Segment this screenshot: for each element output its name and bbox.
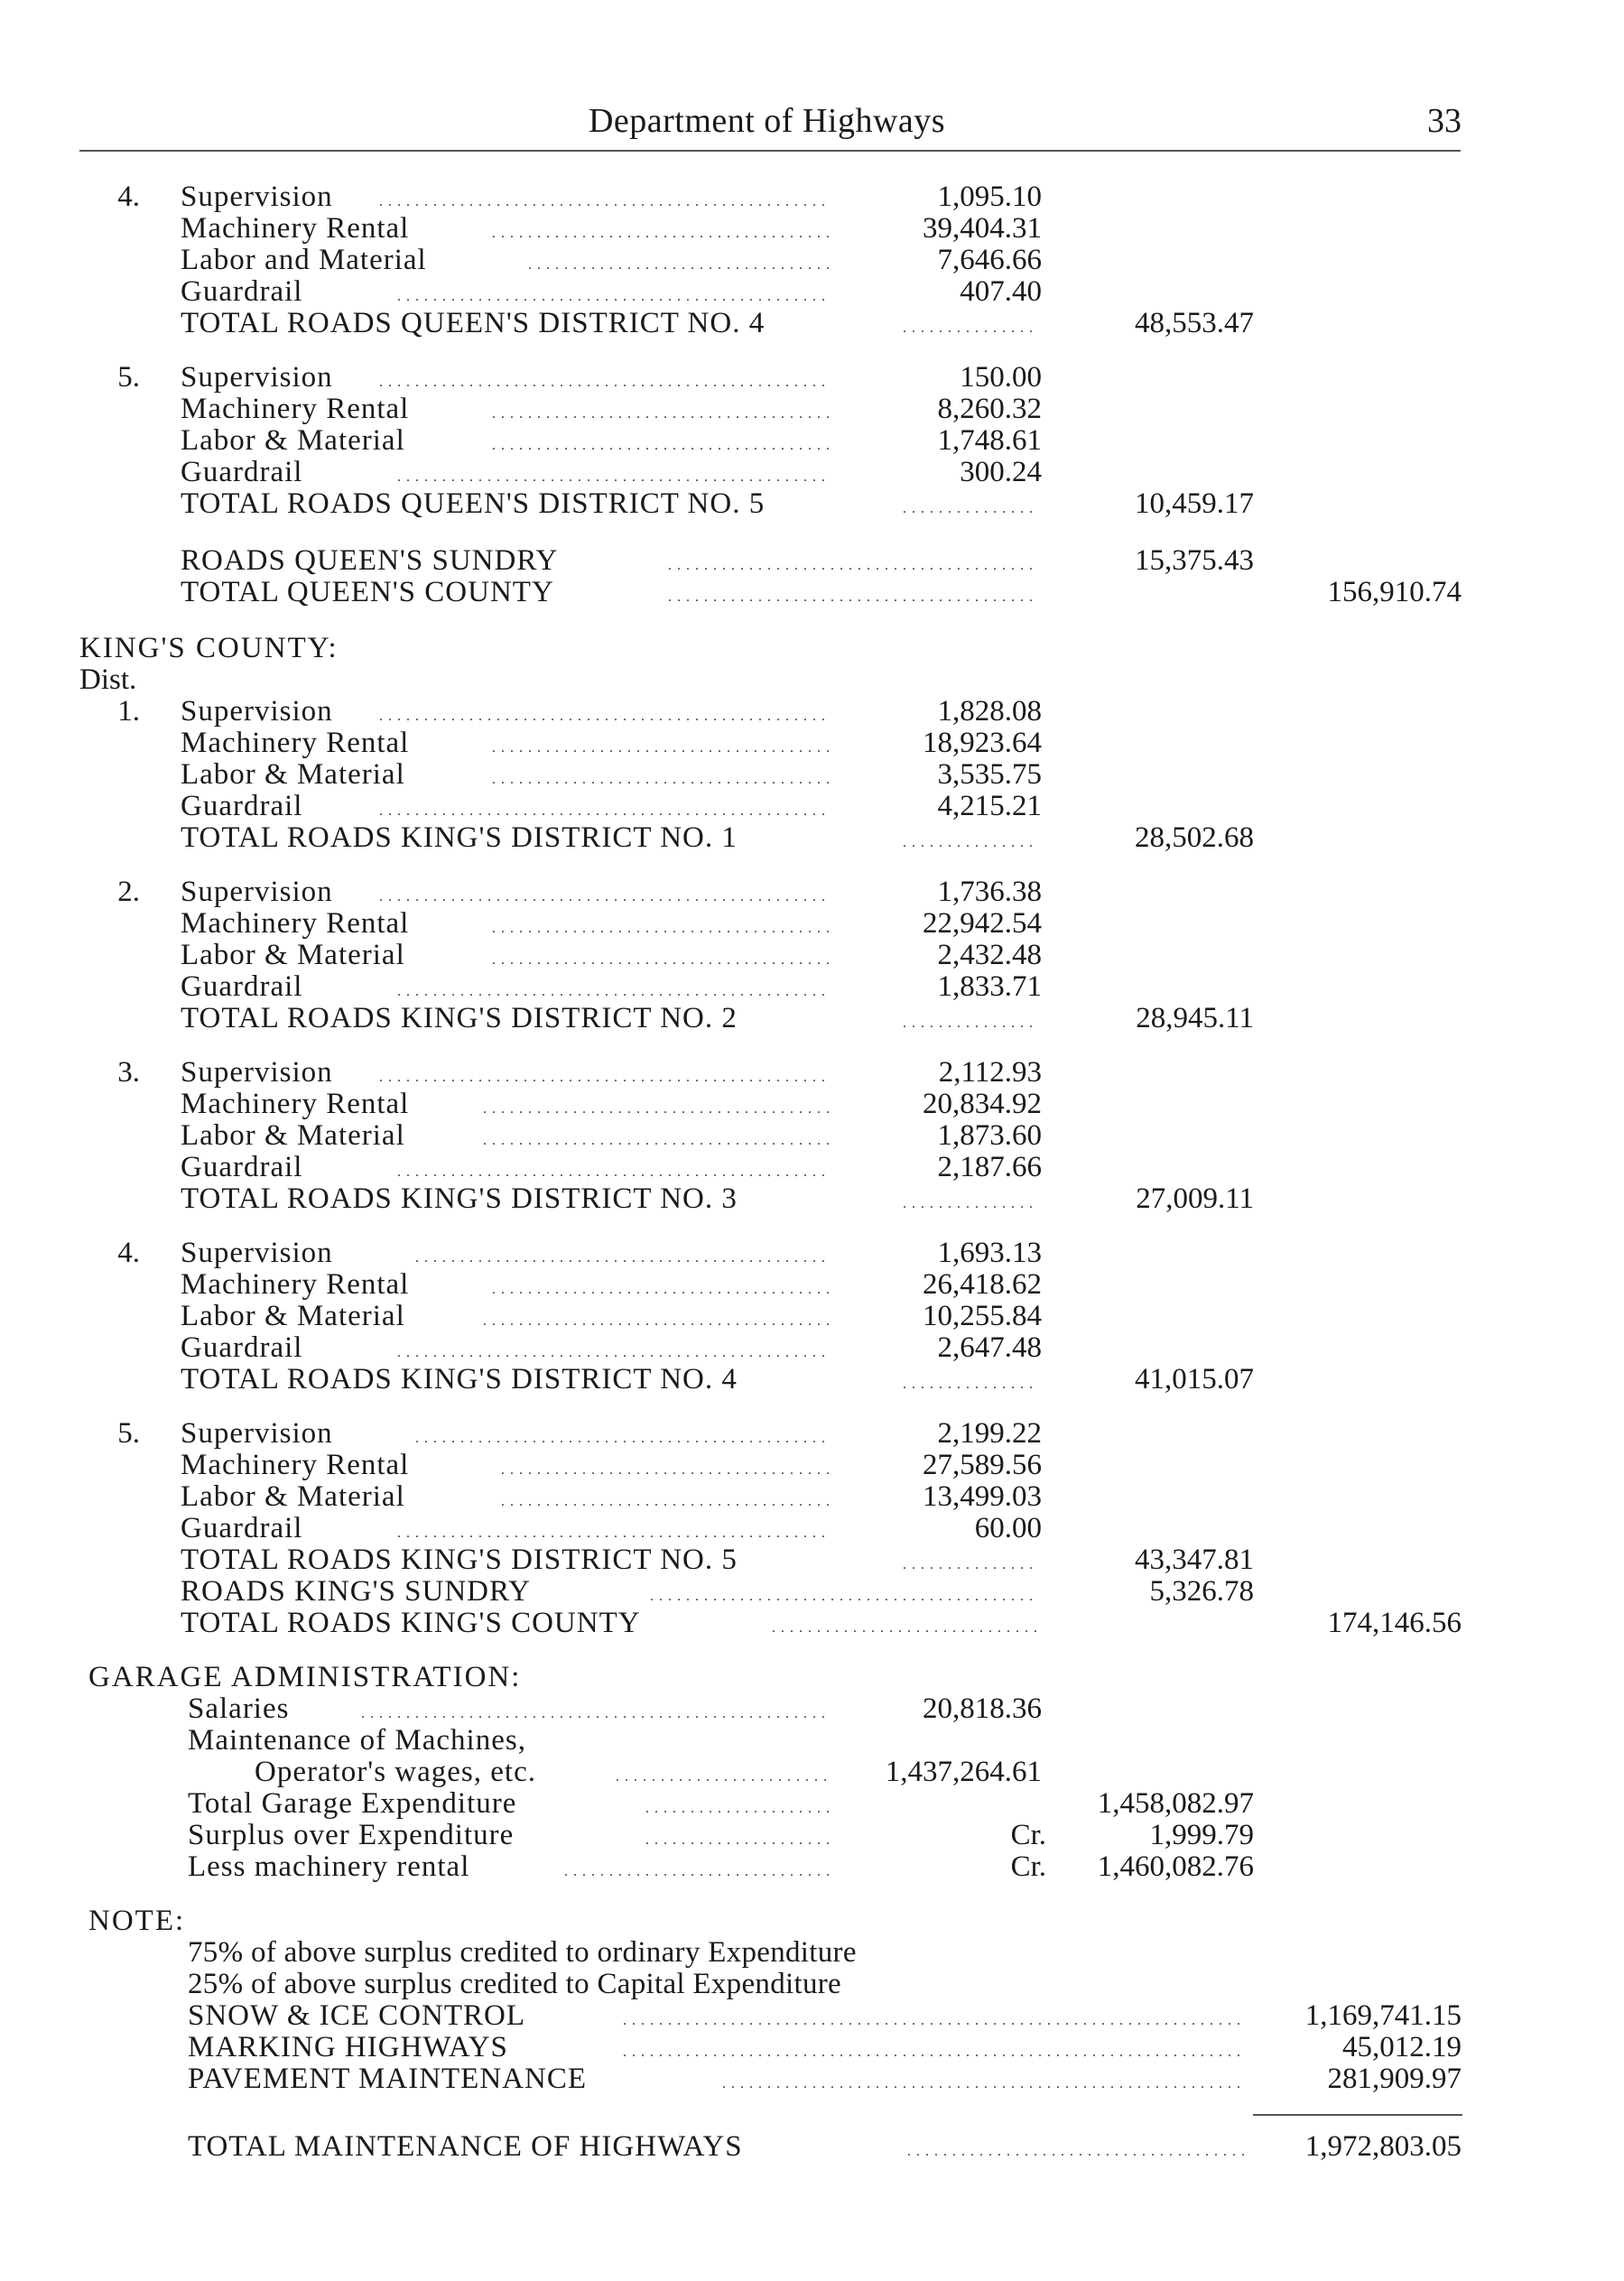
total-amount: 48,553.47 (1135, 307, 1254, 339)
ledger-row (0, 2063, 1624, 2095)
ledger-row (0, 212, 1624, 245)
note-line (0, 1936, 1624, 1969)
item-amount: 2,187.66 (937, 1151, 1042, 1183)
dot-leader (722, 2063, 1246, 2100)
item-label: Maintenance of Machines, (188, 1724, 526, 1757)
ledger-row (0, 1724, 1624, 1757)
district-number: 4. (117, 1237, 140, 1269)
ledger-row (0, 1119, 1624, 1152)
item-label: Labor and Material (181, 244, 427, 276)
sundry-row (0, 1575, 1624, 1608)
ledger-row (0, 1417, 1624, 1450)
ledger-row (0, 1480, 1624, 1513)
item-amount: 2,432.48 (937, 939, 1042, 971)
item-amount: 22,942.54 (923, 907, 1042, 940)
item-label: Labor & Material (181, 1300, 405, 1332)
item-amount: 1,999.79 (1149, 1819, 1254, 1851)
item-amount: 1,748.61 (937, 424, 1042, 457)
item-label: Machinery Rental (181, 212, 410, 245)
item-label: Machinery Rental (181, 1088, 410, 1120)
district-number: 5. (117, 1417, 140, 1450)
dist-subheading: Dist. (79, 663, 137, 696)
item-amount: 39,404.31 (923, 212, 1042, 245)
note-heading: NOTE: (88, 1905, 186, 1937)
county-total-row (0, 1607, 1624, 1639)
item-amount: 26,418.62 (923, 1268, 1042, 1301)
item-label: Supervision (181, 876, 333, 908)
item-label: Less machinery rental (188, 1850, 470, 1883)
ledger-row (0, 1999, 1624, 2032)
item-amount: 1,095.10 (937, 181, 1042, 213)
item-label: Labor & Material (181, 1480, 405, 1513)
page-title: Department of Highways (588, 102, 946, 140)
dot-leader (564, 1850, 831, 1888)
ledger-row (0, 1787, 1624, 1820)
total-row (0, 1363, 1624, 1395)
ledger-row (0, 727, 1624, 759)
ledger-row (0, 2031, 1624, 2063)
item-amount: 45,012.19 (1342, 2031, 1462, 2063)
item-amount: 1,693.13 (937, 1237, 1042, 1269)
item-label: Total Garage Expenditure (188, 1787, 517, 1820)
county-total-amount: 174,146.56 (1327, 1607, 1462, 1639)
dot-leader (907, 2130, 1246, 2168)
credit-marker: Cr. (1010, 1819, 1046, 1851)
sundry-label: ROADS KING'S SUNDRY (181, 1575, 532, 1608)
item-label: Supervision (181, 695, 333, 728)
item-amount: 2,112.93 (938, 1056, 1042, 1089)
item-label: Supervision (181, 361, 333, 394)
item-label: MARKING HIGHWAYS (188, 2031, 508, 2063)
item-label: Labor & Material (181, 1119, 405, 1152)
section-heading: GARAGE ADMINISTRATION: (88, 1661, 522, 1693)
ledger-row (0, 876, 1624, 908)
item-label: Labor & Material (181, 939, 405, 971)
item-amount: 20,818.36 (923, 1692, 1042, 1725)
grand-total-label: TOTAL MAINTENANCE OF HIGHWAYS (188, 2130, 743, 2163)
ledger-row (0, 1300, 1624, 1332)
ledger-row (0, 275, 1624, 308)
ledger-row (0, 244, 1624, 276)
page-number: 33 (1427, 102, 1462, 140)
ledger-row (0, 1237, 1624, 1269)
ledger-row (0, 695, 1624, 728)
item-amount: 407.40 (960, 275, 1042, 308)
credit-marker: Cr. (1010, 1850, 1046, 1883)
item-amount: 3,535.75 (937, 758, 1042, 791)
item-label: Labor & Material (181, 424, 405, 457)
ledger-row (0, 1449, 1624, 1481)
total-amount: 27,009.11 (1136, 1182, 1254, 1215)
section-heading-row (0, 632, 1624, 664)
item-label: Guardrail (181, 275, 303, 308)
item-amount: 1,873.60 (937, 1119, 1042, 1152)
ledger-row (0, 1512, 1624, 1544)
total-label: TOTAL ROADS KING'S DISTRICT NO. 3 (181, 1182, 738, 1215)
note-text: 75% of above surplus credited to ordinary Expenditure (188, 1936, 857, 1969)
total-row (0, 1002, 1624, 1034)
total-amount: 43,347.81 (1135, 1544, 1254, 1576)
district-number: 1. (117, 695, 140, 728)
total-row (0, 487, 1624, 520)
item-label: Supervision (181, 1417, 333, 1450)
sundry-label: ROADS QUEEN'S SUNDRY (181, 544, 559, 577)
dot-leader (668, 576, 1038, 614)
item-amount: 7,646.66 (937, 244, 1042, 276)
item-label: Supervision (181, 1056, 333, 1089)
item-amount: 1,460,082.76 (1097, 1850, 1254, 1883)
total-amount: 28,945.11 (1136, 1002, 1254, 1034)
item-label: Operator's wages, etc. (255, 1756, 536, 1788)
total-label: TOTAL ROADS KING'S DISTRICT NO. 1 (181, 821, 738, 854)
ledger-row (0, 1819, 1624, 1851)
dot-leader (772, 1607, 1038, 1645)
ledger-row (0, 361, 1624, 394)
total-row (0, 1544, 1624, 1576)
item-label: Machinery Rental (181, 1449, 410, 1481)
item-label: Machinery Rental (181, 907, 410, 940)
item-amount: 1,458,082.97 (1097, 1787, 1254, 1820)
item-label: Supervision (181, 1237, 333, 1269)
item-amount: 1,437,264.61 (885, 1756, 1042, 1788)
header-rule (79, 150, 1461, 152)
item-amount: 20,834.92 (923, 1088, 1042, 1120)
item-label: Guardrail (181, 1331, 303, 1364)
county-total-label: TOTAL ROADS KING'S COUNTY (181, 1607, 641, 1639)
total-row (0, 821, 1624, 854)
item-label: PAVEMENT MAINTENANCE (188, 2063, 588, 2095)
ledger-row (0, 393, 1624, 425)
grand-total-amount: 1,972,803.05 (1304, 2130, 1462, 2163)
item-label: Machinery Rental (181, 727, 410, 759)
item-label: Supervision (181, 181, 333, 213)
item-label: SNOW & ICE CONTROL (188, 1999, 525, 2032)
ledger-row (0, 758, 1624, 791)
total-label: TOTAL ROADS KING'S DISTRICT NO. 4 (181, 1363, 738, 1395)
item-amount: 2,647.48 (937, 1331, 1042, 1364)
ledger-row (0, 1692, 1624, 1725)
item-label: Salaries (188, 1692, 290, 1725)
ledger-row (0, 424, 1624, 457)
section-heading-row (0, 1661, 1624, 1693)
item-amount: 150.00 (960, 361, 1042, 394)
note-line (0, 1968, 1624, 2000)
item-label: Machinery Rental (181, 393, 410, 425)
sundry-row (0, 544, 1624, 577)
ledger-row (0, 790, 1624, 822)
item-amount: 8,260.32 (937, 393, 1042, 425)
ledger-row (0, 456, 1624, 488)
ledger-row (0, 939, 1624, 971)
item-amount: 60.00 (974, 1512, 1042, 1544)
ledger-row (0, 1756, 1624, 1788)
county-total-row (0, 576, 1624, 608)
item-amount: 4,215.21 (937, 790, 1042, 822)
county-total-label: TOTAL QUEEN'S COUNTY (181, 576, 554, 608)
item-amount: 281,909.97 (1327, 2063, 1462, 2095)
total-row (0, 307, 1624, 339)
district-number: 5. (117, 361, 140, 394)
note-text: 25% of above surplus credited to Capital Expenditure (188, 1968, 841, 2000)
item-label: Guardrail (181, 970, 303, 1003)
total-label: TOTAL ROADS QUEEN'S DISTRICT NO. 5 (181, 487, 766, 520)
district-number: 2. (117, 876, 140, 908)
sundry-amount: 5,326.78 (1149, 1575, 1254, 1608)
dot-leader (903, 307, 1038, 345)
county-total-amount: 156,910.74 (1327, 576, 1462, 608)
subheading-row (0, 663, 1624, 696)
item-label: Machinery Rental (181, 1268, 410, 1301)
district-number: 3. (117, 1056, 140, 1089)
total-label: TOTAL ROADS QUEEN'S DISTRICT NO. 4 (181, 307, 766, 339)
item-amount: 13,499.03 (923, 1480, 1042, 1513)
total-label: TOTAL ROADS KING'S DISTRICT NO. 2 (181, 1002, 738, 1034)
section-heading: KING'S COUNTY: (79, 632, 339, 664)
item-label: Labor & Material (181, 758, 405, 791)
sundry-amount: 15,375.43 (1135, 544, 1254, 577)
total-row (0, 1182, 1624, 1215)
item-amount: 2,199.22 (937, 1417, 1042, 1450)
total-rule (1253, 2114, 1462, 2116)
item-amount: 1,169,741.15 (1304, 1999, 1462, 2032)
total-amount: 28,502.68 (1135, 821, 1254, 854)
item-amount: 27,589.56 (923, 1449, 1042, 1481)
item-label: Guardrail (181, 1512, 303, 1544)
ledger-row (0, 907, 1624, 940)
ledger-row (0, 970, 1624, 1003)
total-amount: 41,015.07 (1135, 1363, 1254, 1395)
item-amount: 10,255.84 (923, 1300, 1042, 1332)
grand-total-row (0, 2130, 1624, 2163)
item-amount: 1,833.71 (937, 970, 1042, 1003)
dot-leader (903, 1002, 1038, 1040)
ledger-row (0, 1056, 1624, 1089)
item-amount: 1,736.38 (937, 876, 1042, 908)
ledger-row (0, 1088, 1624, 1120)
item-label: Guardrail (181, 456, 303, 488)
ledger-row (0, 1268, 1624, 1301)
ledger-row (0, 1331, 1624, 1364)
district-number: 4. (117, 181, 140, 213)
item-label: Surplus over Expenditure (188, 1819, 515, 1851)
ledger-row (0, 181, 1624, 213)
item-label: Guardrail (181, 1151, 303, 1183)
total-label: TOTAL ROADS KING'S DISTRICT NO. 5 (181, 1544, 738, 1576)
ledger-row (0, 1850, 1624, 1883)
item-amount: 1,828.08 (937, 695, 1042, 728)
dot-leader (903, 1182, 1038, 1220)
item-amount: 18,923.64 (923, 727, 1042, 759)
dot-leader (903, 821, 1038, 859)
item-label: Guardrail (181, 790, 303, 822)
total-amount: 10,459.17 (1135, 487, 1254, 520)
ledger-row (0, 1151, 1624, 1183)
section-heading-row (0, 1905, 1624, 1937)
dot-leader (903, 487, 1038, 525)
item-amount: 300.24 (960, 456, 1042, 488)
dot-leader (903, 1363, 1038, 1401)
